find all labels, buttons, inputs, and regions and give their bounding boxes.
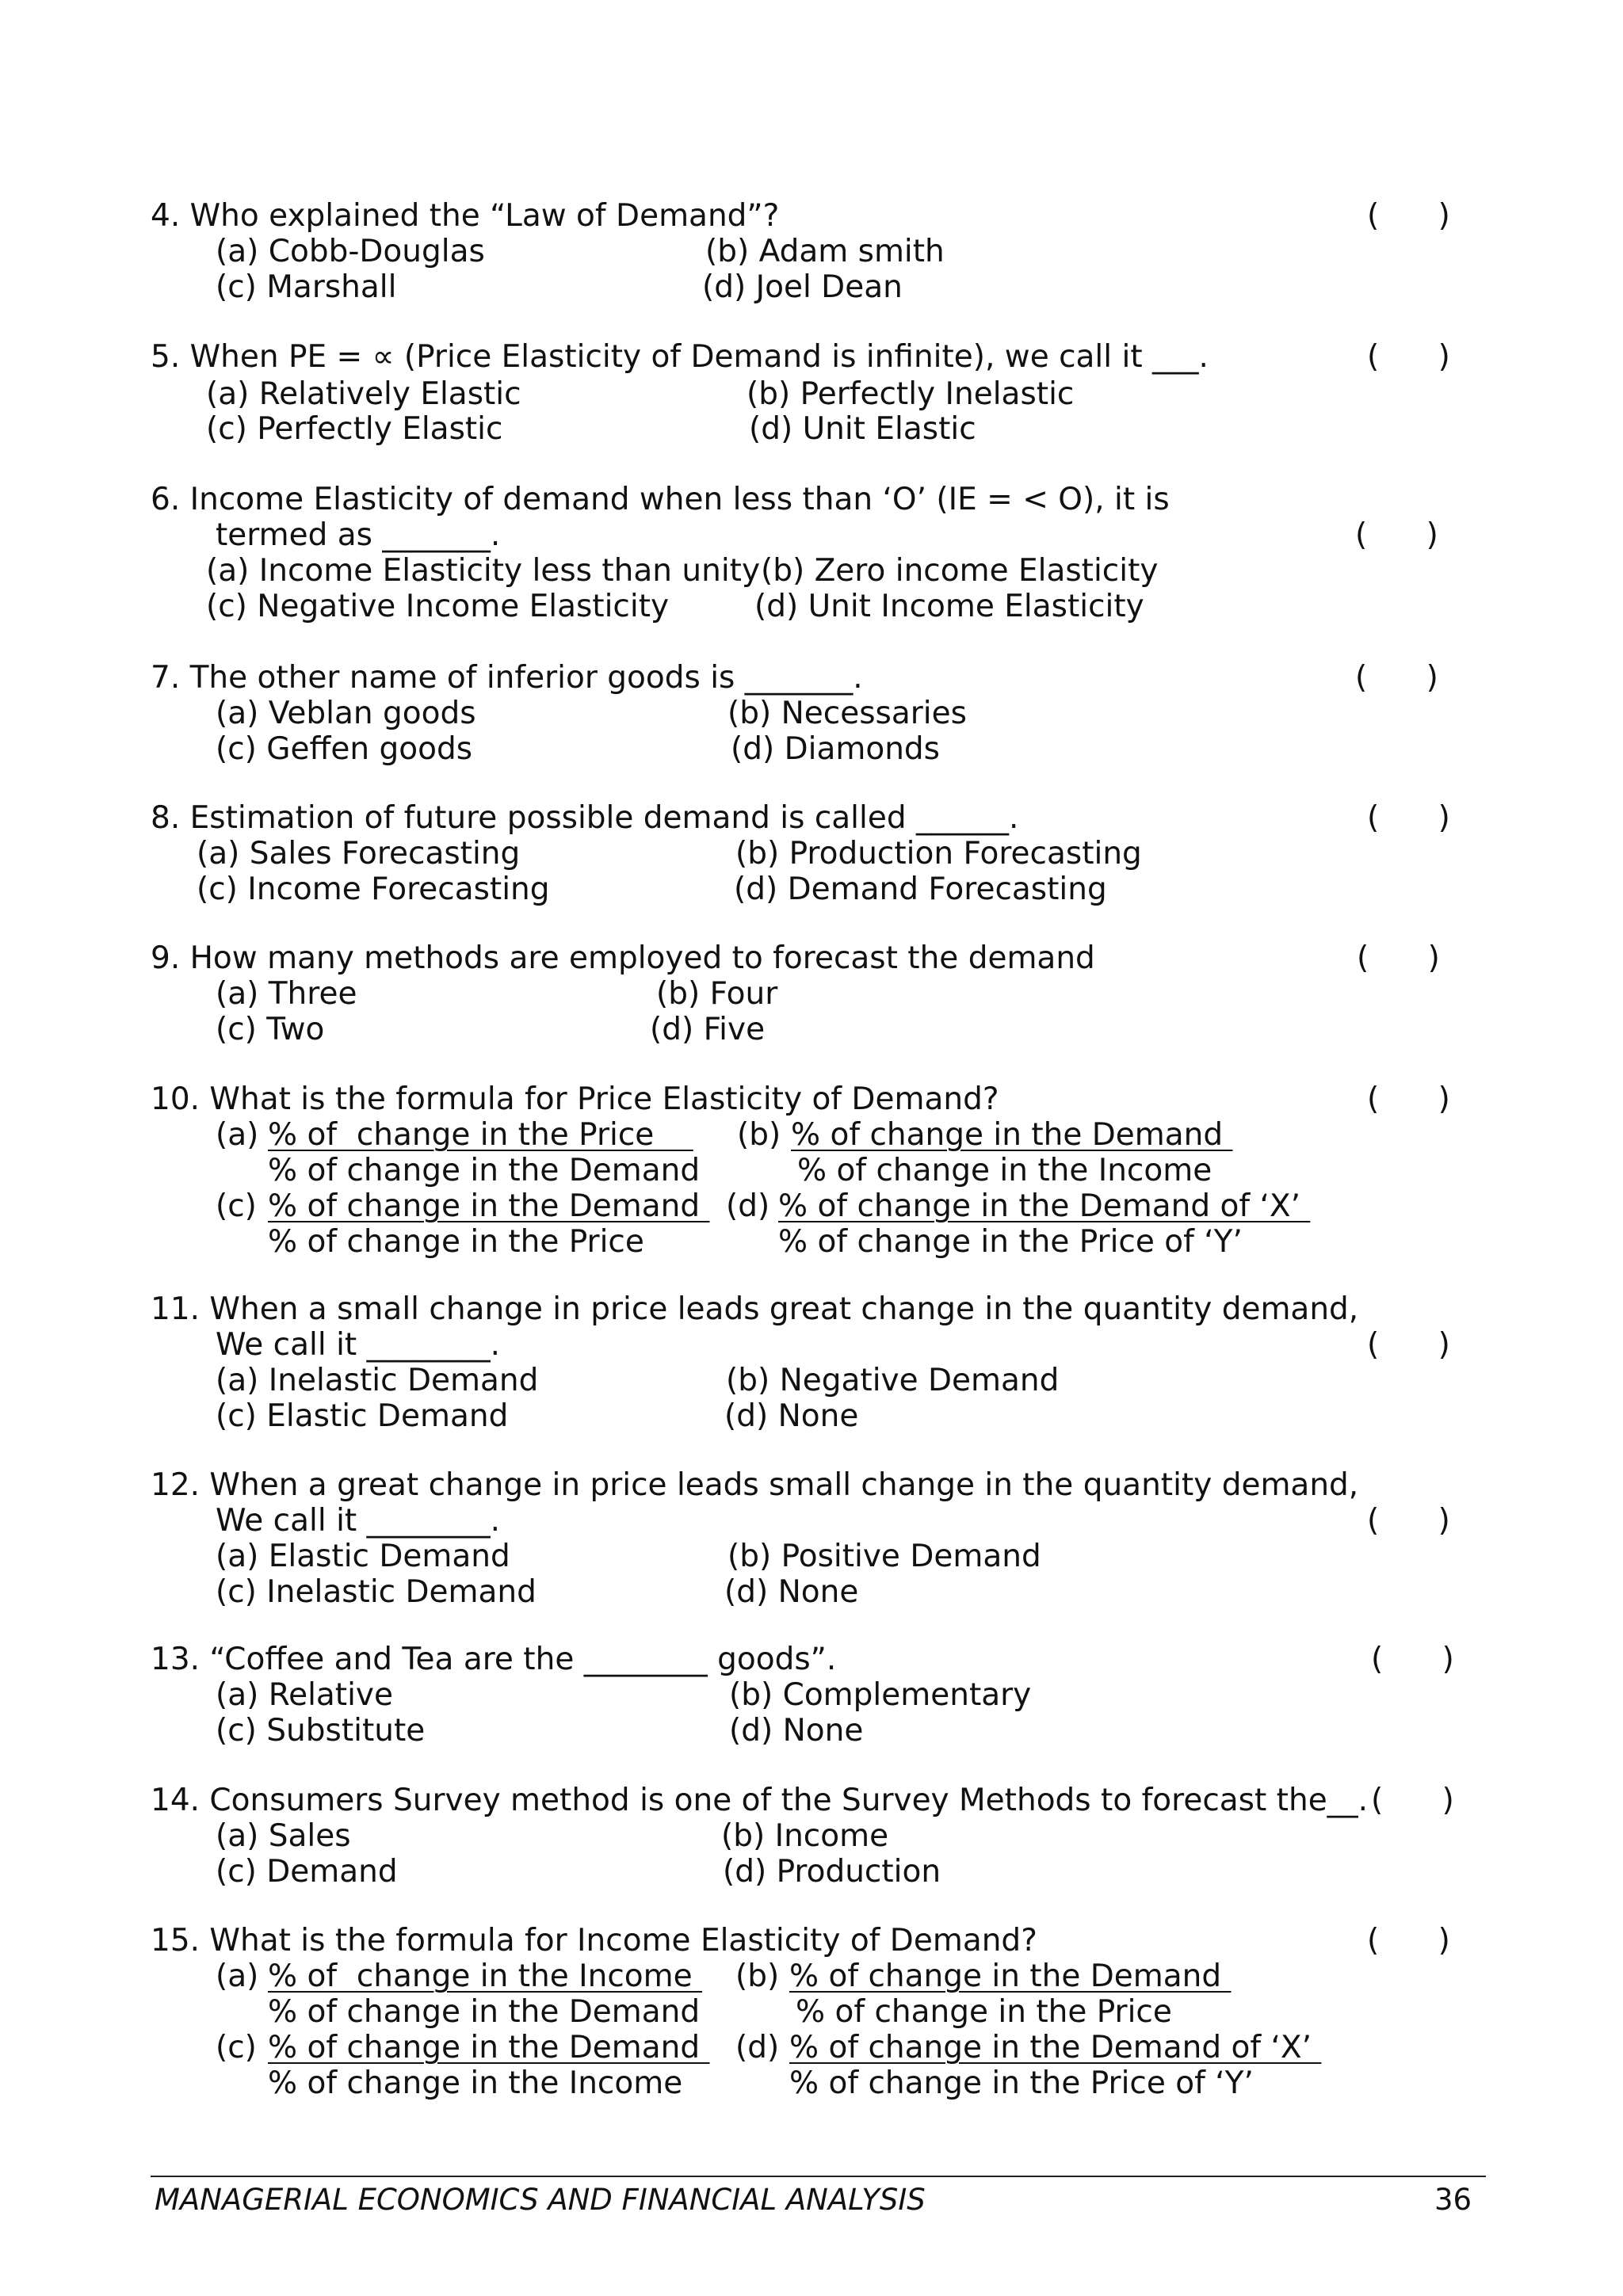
option-d: (d) Production	[723, 1854, 941, 1890]
option-b: (b) Negative Demand	[726, 1363, 1060, 1398]
option-a: (a) Relatively Elastic	[206, 376, 521, 412]
question-12	[151, 1467, 1466, 1610]
option-a: (a) Income Elasticity less than unity	[206, 553, 761, 589]
question-7	[151, 660, 1466, 767]
answer-blank: ( )	[1371, 1783, 1454, 1818]
option-b: (b) Perfectly Inelastic	[747, 376, 1075, 412]
answer-blank: ( )	[1367, 339, 1450, 375]
question-4	[151, 198, 1466, 305]
option-b: (b) Zero income Elasticity	[761, 553, 1159, 589]
option-a: (a) Cobb-Douglas	[216, 234, 485, 269]
denominator: % of change in the Income	[797, 1153, 1212, 1188]
option-b: (b) Positive Demand	[727, 1539, 1041, 1574]
option-b: (b) Income	[721, 1818, 889, 1854]
option-b: (b) Four	[656, 976, 778, 1012]
option-c-label: (c)	[216, 1188, 257, 1224]
question-5	[151, 339, 1466, 446]
page-number: 36	[1434, 2183, 1472, 2217]
denominator: % of change in the Demand	[268, 1153, 701, 1188]
question-10	[151, 1081, 1466, 1260]
numerator: % of change in the Demand	[268, 1188, 710, 1224]
answer-blank: ( )	[1367, 1923, 1450, 1958]
option-c: (c) Two	[216, 1012, 325, 1047]
answer-blank: ( )	[1367, 800, 1450, 836]
option-b-label: (b)	[737, 1117, 781, 1153]
question-stem-continued: We call it ________.	[216, 1327, 500, 1363]
answer-blank: ( )	[1367, 198, 1450, 234]
question-15	[151, 1923, 1466, 2101]
option-a: (a) Inelastic Demand	[216, 1363, 539, 1398]
denominator: % of change in the Price of ‘Y’	[789, 2065, 1254, 2101]
option-d: (d) Five	[650, 1012, 766, 1047]
answer-blank: ( )	[1367, 1081, 1450, 1117]
footer-title: MANAGERIAL ECONOMICS AND FINANCIAL ANALYSIS	[155, 2183, 926, 2217]
numerator: % of change in the Income	[268, 1958, 703, 1994]
question-stem: 7. The other name of inferior goods is _______.	[151, 660, 863, 696]
question-stem: 12. When a great change in price leads small change in the quantity demand,	[151, 1467, 1359, 1503]
option-c: (c) Geffen goods	[216, 731, 473, 767]
option-c: (c) Negative Income Elasticity	[206, 589, 670, 624]
option-b-fraction	[791, 1117, 1233, 1188]
option-a: (a) Sales Forecasting	[197, 836, 521, 871]
question-stem-continued: termed as _______.	[216, 517, 501, 553]
denominator: % of change in the Price of ‘Y’	[778, 1224, 1243, 1260]
option-b: (b) Production Forecasting	[735, 836, 1142, 871]
option-d: (d) None	[724, 1574, 859, 1610]
option-d: (d) Unit Elastic	[749, 411, 976, 447]
answer-blank: ( )	[1357, 940, 1440, 976]
option-d: (d) Unit Income Elasticity	[754, 589, 1144, 624]
option-c: (c) Demand	[216, 1854, 398, 1890]
option-a-label: (a)	[216, 1117, 259, 1153]
numerator: % of change in the Demand of ‘X’	[778, 1188, 1311, 1224]
question-stem: 15. What is the formula for Income Elasticity of Demand?	[151, 1923, 1037, 1958]
option-a: (a) Veblan goods	[216, 696, 476, 731]
option-b: (b) Adam smith	[705, 234, 945, 269]
option-d-label: (d)	[726, 1188, 770, 1224]
option-c: (c) Elastic Demand	[216, 1398, 509, 1434]
question-stem: 11. When a small change in price leads great change in the quantity demand,	[151, 1291, 1359, 1327]
question-stem: 13. “Coffee and Tea are the ________ goods”.	[151, 1642, 837, 1677]
option-c: (c) Perfectly Elastic	[206, 411, 503, 447]
option-c: (c) Inelastic Demand	[216, 1574, 537, 1610]
answer-blank: ( )	[1367, 1503, 1450, 1539]
option-c-fraction	[268, 2030, 710, 2101]
option-a: (a) Relative	[216, 1677, 394, 1713]
question-stem: 4. Who explained the “Law of Demand”?	[151, 198, 780, 234]
numerator: % of change in the Demand	[268, 2030, 710, 2065]
answer-blank: ( )	[1371, 1642, 1454, 1677]
option-d: (d) None	[724, 1398, 859, 1434]
option-a-fraction	[268, 1958, 702, 2030]
question-stem: 8. Estimation of future possible demand is called ______.	[151, 800, 1019, 836]
question-9	[151, 940, 1466, 1047]
option-a-fraction	[268, 1117, 700, 1188]
option-c: (c) Income Forecasting	[197, 871, 550, 907]
question-11	[151, 1291, 1466, 1434]
question-6	[151, 482, 1466, 624]
option-d-fraction	[789, 2030, 1321, 2101]
option-d: (d) None	[729, 1713, 864, 1749]
question-stem: 14. Consumers Survey method is one of the Survey Methods to forecast the__.	[151, 1783, 1369, 1818]
option-c-label: (c)	[216, 2030, 257, 2065]
option-d-label: (d)	[735, 2030, 780, 2065]
question-8	[151, 800, 1466, 907]
footer-divider	[151, 2176, 1486, 2177]
question-stem: 9. How many methods are employed to forecast the demand	[151, 940, 1095, 976]
question-stem: 6. Income Elasticity of demand when less than ‘O’ (IE = < O), it is	[151, 482, 1170, 517]
option-d-fraction	[778, 1188, 1310, 1260]
option-a: (a) Three	[216, 976, 357, 1012]
answer-blank: ( )	[1367, 1327, 1450, 1363]
option-a-label: (a)	[216, 1958, 259, 1994]
question-stem: 5. When PE = ∝ (Price Elasticity of Demand is infinite), we call it ___.	[151, 339, 1209, 375]
numerator: % of change in the Price	[268, 1117, 693, 1153]
option-a: (a) Sales	[216, 1818, 351, 1854]
answer-blank: ( )	[1355, 660, 1438, 696]
denominator: % of change in the Price	[268, 1224, 644, 1260]
question-stem-continued: We call it ________.	[216, 1503, 500, 1539]
option-d: (d) Joel Dean	[702, 269, 903, 305]
option-d: (d) Demand Forecasting	[734, 871, 1107, 907]
answer-blank: ( )	[1355, 517, 1438, 553]
option-c: (c) Substitute	[216, 1713, 426, 1749]
question-stem: 10. What is the formula for Price Elasticity of Demand?	[151, 1081, 999, 1117]
option-b: (b) Complementary	[729, 1677, 1032, 1713]
denominator: % of change in the Demand	[268, 1994, 701, 2030]
option-c: (c) Marshall	[216, 269, 397, 305]
option-c-fraction	[268, 1188, 710, 1260]
numerator: % of change in the Demand of ‘X’	[789, 2030, 1322, 2065]
numerator: % of change in the Demand	[789, 1958, 1232, 1994]
denominator: % of change in the Income	[268, 2065, 683, 2101]
numerator: % of change in the Demand	[791, 1117, 1233, 1153]
option-b: (b) Necessaries	[727, 696, 967, 731]
option-d: (d) Diamonds	[731, 731, 940, 767]
question-13	[151, 1642, 1466, 1749]
option-a: (a) Elastic Demand	[216, 1539, 510, 1574]
option-b-fraction	[789, 1958, 1232, 2030]
question-14	[151, 1783, 1466, 1890]
option-b-label: (b)	[735, 1958, 780, 1994]
denominator: % of change in the Price	[796, 1994, 1172, 2030]
